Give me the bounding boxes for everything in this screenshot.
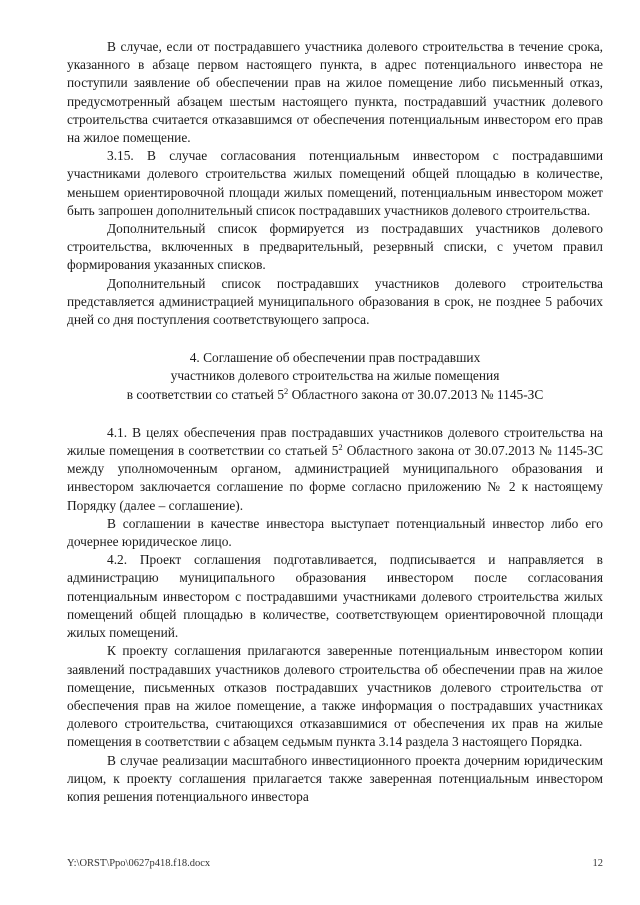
paragraph: В случае реализации масштабного инвестиционного проекта дочерним юридическим лицом, к проекту соглашения прилагается также заверенная потенциальным инвестором копия решения потенциального инвестора (67, 752, 603, 804)
section-heading-line: 4. Соглашение об обеспечении прав пострадавших (189, 350, 481, 366)
footer-file-path: Y:\ORST\Ppo\0627p418.f18.docx (67, 858, 211, 869)
paragraph: Дополнительный список формируется из пострадавших участников долевого строительства, включенных в предварительный, резервный списки, с учетом правил формирования указанных списков. (67, 221, 603, 273)
page-number: 12 (592, 858, 603, 869)
paragraph-4-2: 4.2. Проект соглашения подготавливается, подписывается и направляется в администрацию муниципального образования инвестором после согласования потенциальным инвестором с пострадавшими участниками долевого строительства жилых помещений общей площадью в количестве, соответствующем ориентировочной площади жилых помещений. (67, 552, 603, 641)
document-body (67, 38, 603, 806)
paragraph: В случае, если от пострадавшего участника долевого строительства в течение срока, указанного в абзаце первом настоящего пункта, в адрес потенциального инвестора не поступили заявление об обеспечении прав на жилое помещение либо письменный отказ, предусмотренный абзацем шестым настоящего пункта, пострадавший участник долевого строительства считается отказавшимся от обеспечения потенциальным инвестором его прав на жилое помещение. (67, 39, 603, 146)
paragraph-3-15: 3.15. В случае согласования потенциальным инвестором с пострадавшими участниками долевого строительства жилых помещений общей площадью в количестве, меньшем ориентировочной площади жилых помещений, потенциальным инвестором может быть запрошен дополнительный список пострадавших участников долевого строительства. (67, 148, 603, 218)
paragraph-4-1: 4.1. В целях обеспечения прав пострадавших участников долевого строительства на жилые помещения в соответствии со статьей $5^2$ Областного закона от 30.07.2013 № 1145-ЗС между уполномоченным органом, администрацией муниципального образования и инвестором заключается соглашение по форме согласно приложению № 2 к настоящему Порядку (далее – соглашение). (67, 424, 603, 513)
paragraph: К проекту соглашения прилагаются заверенные потенциальным инвестором копии заявлений пострадавших участников долевого строительства об обеспечении прав на жилое помещение, письменных отказов пострадавших участников долевого строительства от обеспечения прав на жилое помещение, а также информация о пострадавших участниках долевого строительства, считающихся отказавшимися от обеспечения их прав на жилые помещения в соответствии с абзацем седьмым пункта 3.14 раздела 3 настоящего Порядка. (67, 643, 603, 750)
paragraph: В соглашении в качестве инвестора выступает потенциальный инвестор либо его дочернее юридическое лицо. (67, 515, 603, 550)
section-heading-line: в соответствии со статьей $5^2$ Областного закона от 30.07.2013 № 1145-ЗС (126, 385, 544, 402)
section-heading-line: участников долевого строительства на жилые помещения (170, 368, 500, 384)
paragraph: Дополнительный список пострадавших участников долевого строительства представляется администрацией муниципального образования в срок, не позднее 5 рабочих дней со дня поступления соответствующего запроса. (67, 275, 603, 328)
section-heading (67, 349, 603, 404)
